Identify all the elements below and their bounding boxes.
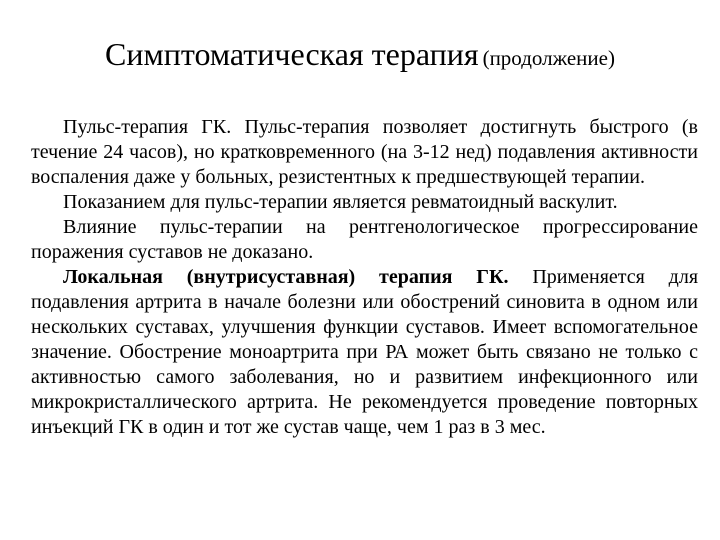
slide-body xyxy=(31,115,698,440)
paragraph-text: Показанием для пульс-терапии является ревматоидный васкулит. xyxy=(63,191,618,213)
paragraph-indication xyxy=(31,190,698,215)
paragraph-pulse-therapy xyxy=(31,115,698,190)
paragraph-heading: Локальная (внутрисуставная) терапия ГК. xyxy=(63,266,509,288)
slide-title xyxy=(0,34,720,81)
title-subtitle: (продолжение) xyxy=(482,46,615,70)
paragraph-text: Применяется для подавления артрита в начале болезни или обострений синовита в одном или нескольких суставах, улучшения функции суставов. Имеет вспомогательное значение. Обострение моноартрита при РА может быть связано не только с активностью самого заболевания, но и развитием инфекционного или микрокристаллического артрита. Не рекомендуется проведение повторных инъекций ГК в один и тот же сустав чаще, чем 1 раз в 3 мес. xyxy=(31,266,699,438)
title-main: Симптоматическая терапия xyxy=(105,36,479,72)
paragraph-local-therapy xyxy=(31,265,698,440)
paragraph-text: Влияние пульс-терапии на рентгенологическое прогрессирование поражения суставов не доказано. xyxy=(31,216,698,263)
paragraph-text: Пульс-терапия ГК. Пульс-терапия позволяет достигнуть быстрого (в течение 24 часов), но кратковременного (на 3-12 нед) подавления активности воспаления даже у больных, резистентных к предшествующей терапии. xyxy=(31,116,698,188)
paragraph-radiologic-effect xyxy=(31,215,698,265)
